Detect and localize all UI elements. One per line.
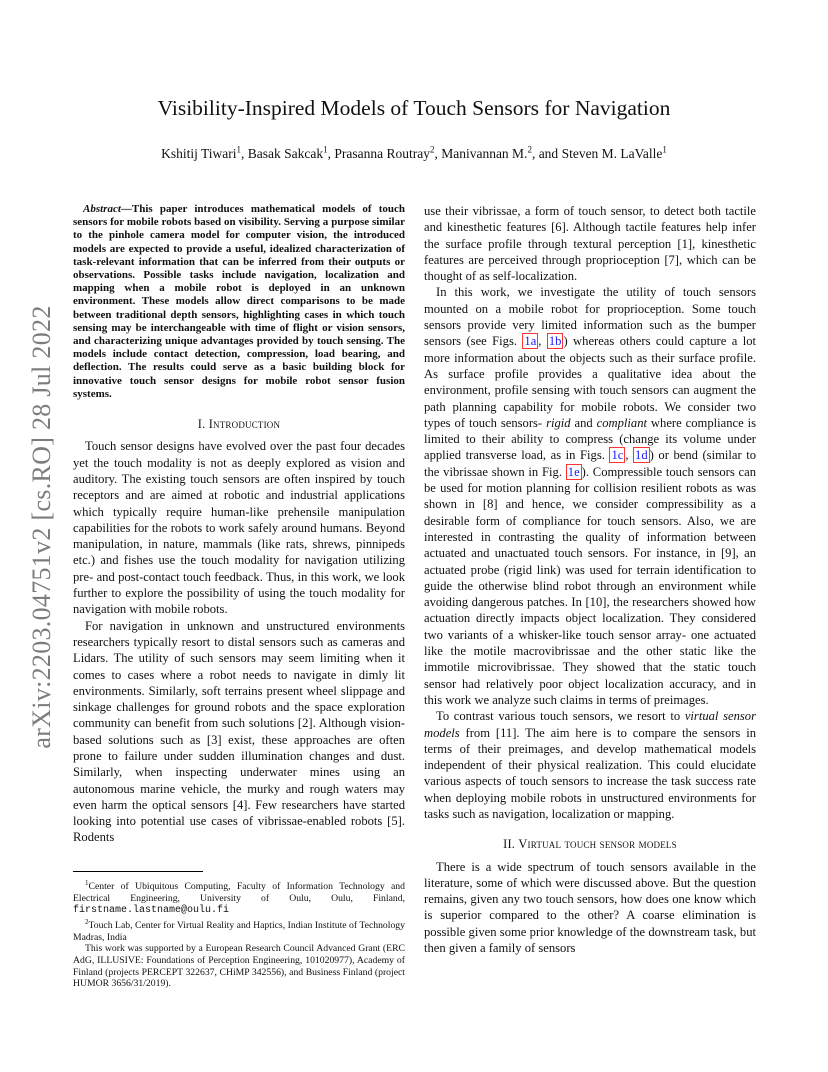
footnote-affiliation-1: $^1$Center of Ubiquitous Computing, Faculty of Information Technology and Electrical Engineering, University of Oulu, Oulu, Finland, firstname.lastname@oulu.fi bbox=[73, 879, 405, 917]
author-list bbox=[0, 144, 828, 162]
body-paragraph-continued: use their vibrissae, a form of touch sensor, to detect both tactile and kinesthetic features [6]. Although tactile features help infer the surface profile through textural perception [1], kinesthetic features are perceived through proprioception [7], which can be thought of as self-localization. bbox=[424, 204, 756, 284]
footnote-funding: This work was supported by a European Research Council Advanced Grant (ERC AdG, ILLUSIVE: Foundations of Perception Engineering, 101020977), Academy of Finland (projects PERCEPT 322637, CHiMP 342556), and Business Finland (project HUMOR 3656/31/2019). bbox=[73, 943, 405, 990]
figure-link-1d[interactable]: 1d bbox=[635, 448, 648, 463]
author: Kshitij Tiwari$^1$, bbox=[161, 144, 248, 161]
author: Prasanna Routray$^2$, bbox=[334, 144, 442, 161]
left-column bbox=[73, 203, 405, 846]
section2-paragraph-1: There is a wide spectrum of touch sensors available in the literature, some of which were discussed above. But the question remains, given any two touch sensors, how does one know which is superior compared to the other? A coarse elimination is possible given some prior knowledge of the downstream task, but then given a family of sensors bbox=[424, 859, 756, 956]
right-column bbox=[424, 203, 756, 956]
intro-paragraph-2: For navigation in unknown and unstructured environments researchers typically resort to distal sensors such as cameras and Lidars. The utility of such sensors may seem limiting when it comes to cases where a robot needs to navigate in dimly lit environments. Similarly, soft terrains present wheel slippage and sinkage challenges for ground robots and the space exploration community can benefit from such solutions [2]. Although vision-based solutions such as [3] exist, these approaches are often prone to failure under sudden illumination changes and dust. Similarly, when inspecting underwater mines using an autonomous marine vehicle, the murky and rough waters may even harm the optical sensors [4]. Few researchers have started looking into potential use cases of vibrissae-enabled robots [5]. Rodents bbox=[73, 618, 405, 845]
intro-paragraph-1: Touch sensor designs have evolved over the past four decades yet the touch modality is not as deeply explored as vision and auditory. The existing touch sensors are often inspired by touch receptors and are aimed at robotic and industrial applications which typically require human-like prehensile manipulation capabilities for the robots to work safely around humans. Beyond manipulation, in nature, mammals (like rats, shrews, pinnipeds etc.) and fishes use the touch modality for navigation utilizing pre- and post-contact touch feedback. Thus, in this work, we look further to explore the possibility of using the touch modality for navigation with mobile robots. bbox=[73, 439, 405, 617]
arxiv-stamp bbox=[22, 292, 62, 762]
body-paragraph-this-work: In this work, we investigate the utility of touch sensors mounted on a mobile robot for proprioception. Some touch sensors provide very limited information such as the bumper sensors (see Figs. 1a , 1b ) whereas others could capture a lot more information about the objects such as their surface profile. As surface profile provides a qualitative idea about the environment, profile sensing with touch sensors can augment the path planning capability for mobile robots. We consider two types of touch sensors- rigid and compliant where compliance is limited to their ability to compress (change its volume under applied transverse load, as in Figs. 1c , 1d ) or bend (similar to the vibrissae shown in Fig. 1e ). Compressible touch sensors can be used for motion planning for collision resilient robots as was shown in [8] and hence, we consider compressibility as a desirable form of compliance for touch sensors. Also, we are interested in contrasting the quality of information between actuated and unactuated touch sensors. For instance, in [9], an actuated probe (rigid link) was used for terrain identification to guide the otherwise blind robot through an environment while avoiding dangerous patches. In [10], the researchers showed how actuation directly impacts object localization. They considered two variants of a whisker-like touch sensor array- one actuated like the motile macrovibrissae and the other static like the immotile microvibrissae. They showed that the static touch sensor had relatively poor object localization accuracy, and in this work we analyze such claims in terms of preimages. bbox=[424, 285, 757, 707]
figure-link-1c[interactable]: 1c bbox=[611, 448, 624, 463]
author: Steven M. LaValle$^1$ bbox=[561, 144, 667, 161]
footnote-rule bbox=[73, 871, 203, 872]
figure-link-1b[interactable]: 1b bbox=[548, 334, 562, 349]
figure-link-1e[interactable]: 1e bbox=[567, 464, 580, 479]
footnote-affiliation-2: $^2$Touch Lab, Center for Virtual Reality and Haptics, Indian Institute of Technology Madras, India bbox=[73, 918, 405, 943]
arxiv-stamp-text: arXiv:2203.04751v2 [cs.RO] 28 Jul 2022 bbox=[27, 305, 56, 749]
author: Basak Sakcak$^1$, bbox=[247, 144, 335, 161]
section-heading-virtual-models: II. Virtual touch sensor models bbox=[503, 837, 677, 852]
footnotes bbox=[73, 878, 405, 990]
section-heading-introduction: I. Introduction bbox=[197, 417, 281, 432]
figure-link-1a[interactable]: 1a bbox=[524, 334, 537, 349]
author-email: firstname.lastname@oulu.fi bbox=[73, 905, 230, 917]
paper-title: Visibility-Inspired Models of Touch Sensors for Navigation bbox=[157, 96, 671, 120]
abstract: Abstract—This paper introduces mathematical models of touch sensors for mobile robots based on visibility. Serving a purpose similar to the pinhole camera model for computer vision, the introduced models are expected to provide a useful, idealized characterization of task-relevant information that can be inferred from their outputs or observations. Possible tasks include navigation, localization and mapping when a mobile robot is deployed in an unknown environment. These models allow direct comparisons to be made between traditional depth sensors, highlighting cases in which touch sensing may be interchangeable with time of flight or vision sensors, and characterizing unique advantages provided by touch sensing. The models include contact detection, compression, load bearing, and deflection. The results could serve as a basic building block for innovative touch sensor designs for mobile robot sensor fusion systems. bbox=[73, 203, 405, 400]
body-paragraph-contrast: To contrast various touch sensors, we resort to virtual sensor models from [11]. The aim here is to compare the sensors in terms of their preimages, and develop mathematical models independent of their physical realization. This could elucidate various aspects of touch sensors to increase the task success rate when deploying mobile robots in unstructured environments for tasks such as navigation, localization or mapping. bbox=[424, 709, 756, 821]
author: Manivannan M.$^2$, and bbox=[441, 144, 562, 161]
